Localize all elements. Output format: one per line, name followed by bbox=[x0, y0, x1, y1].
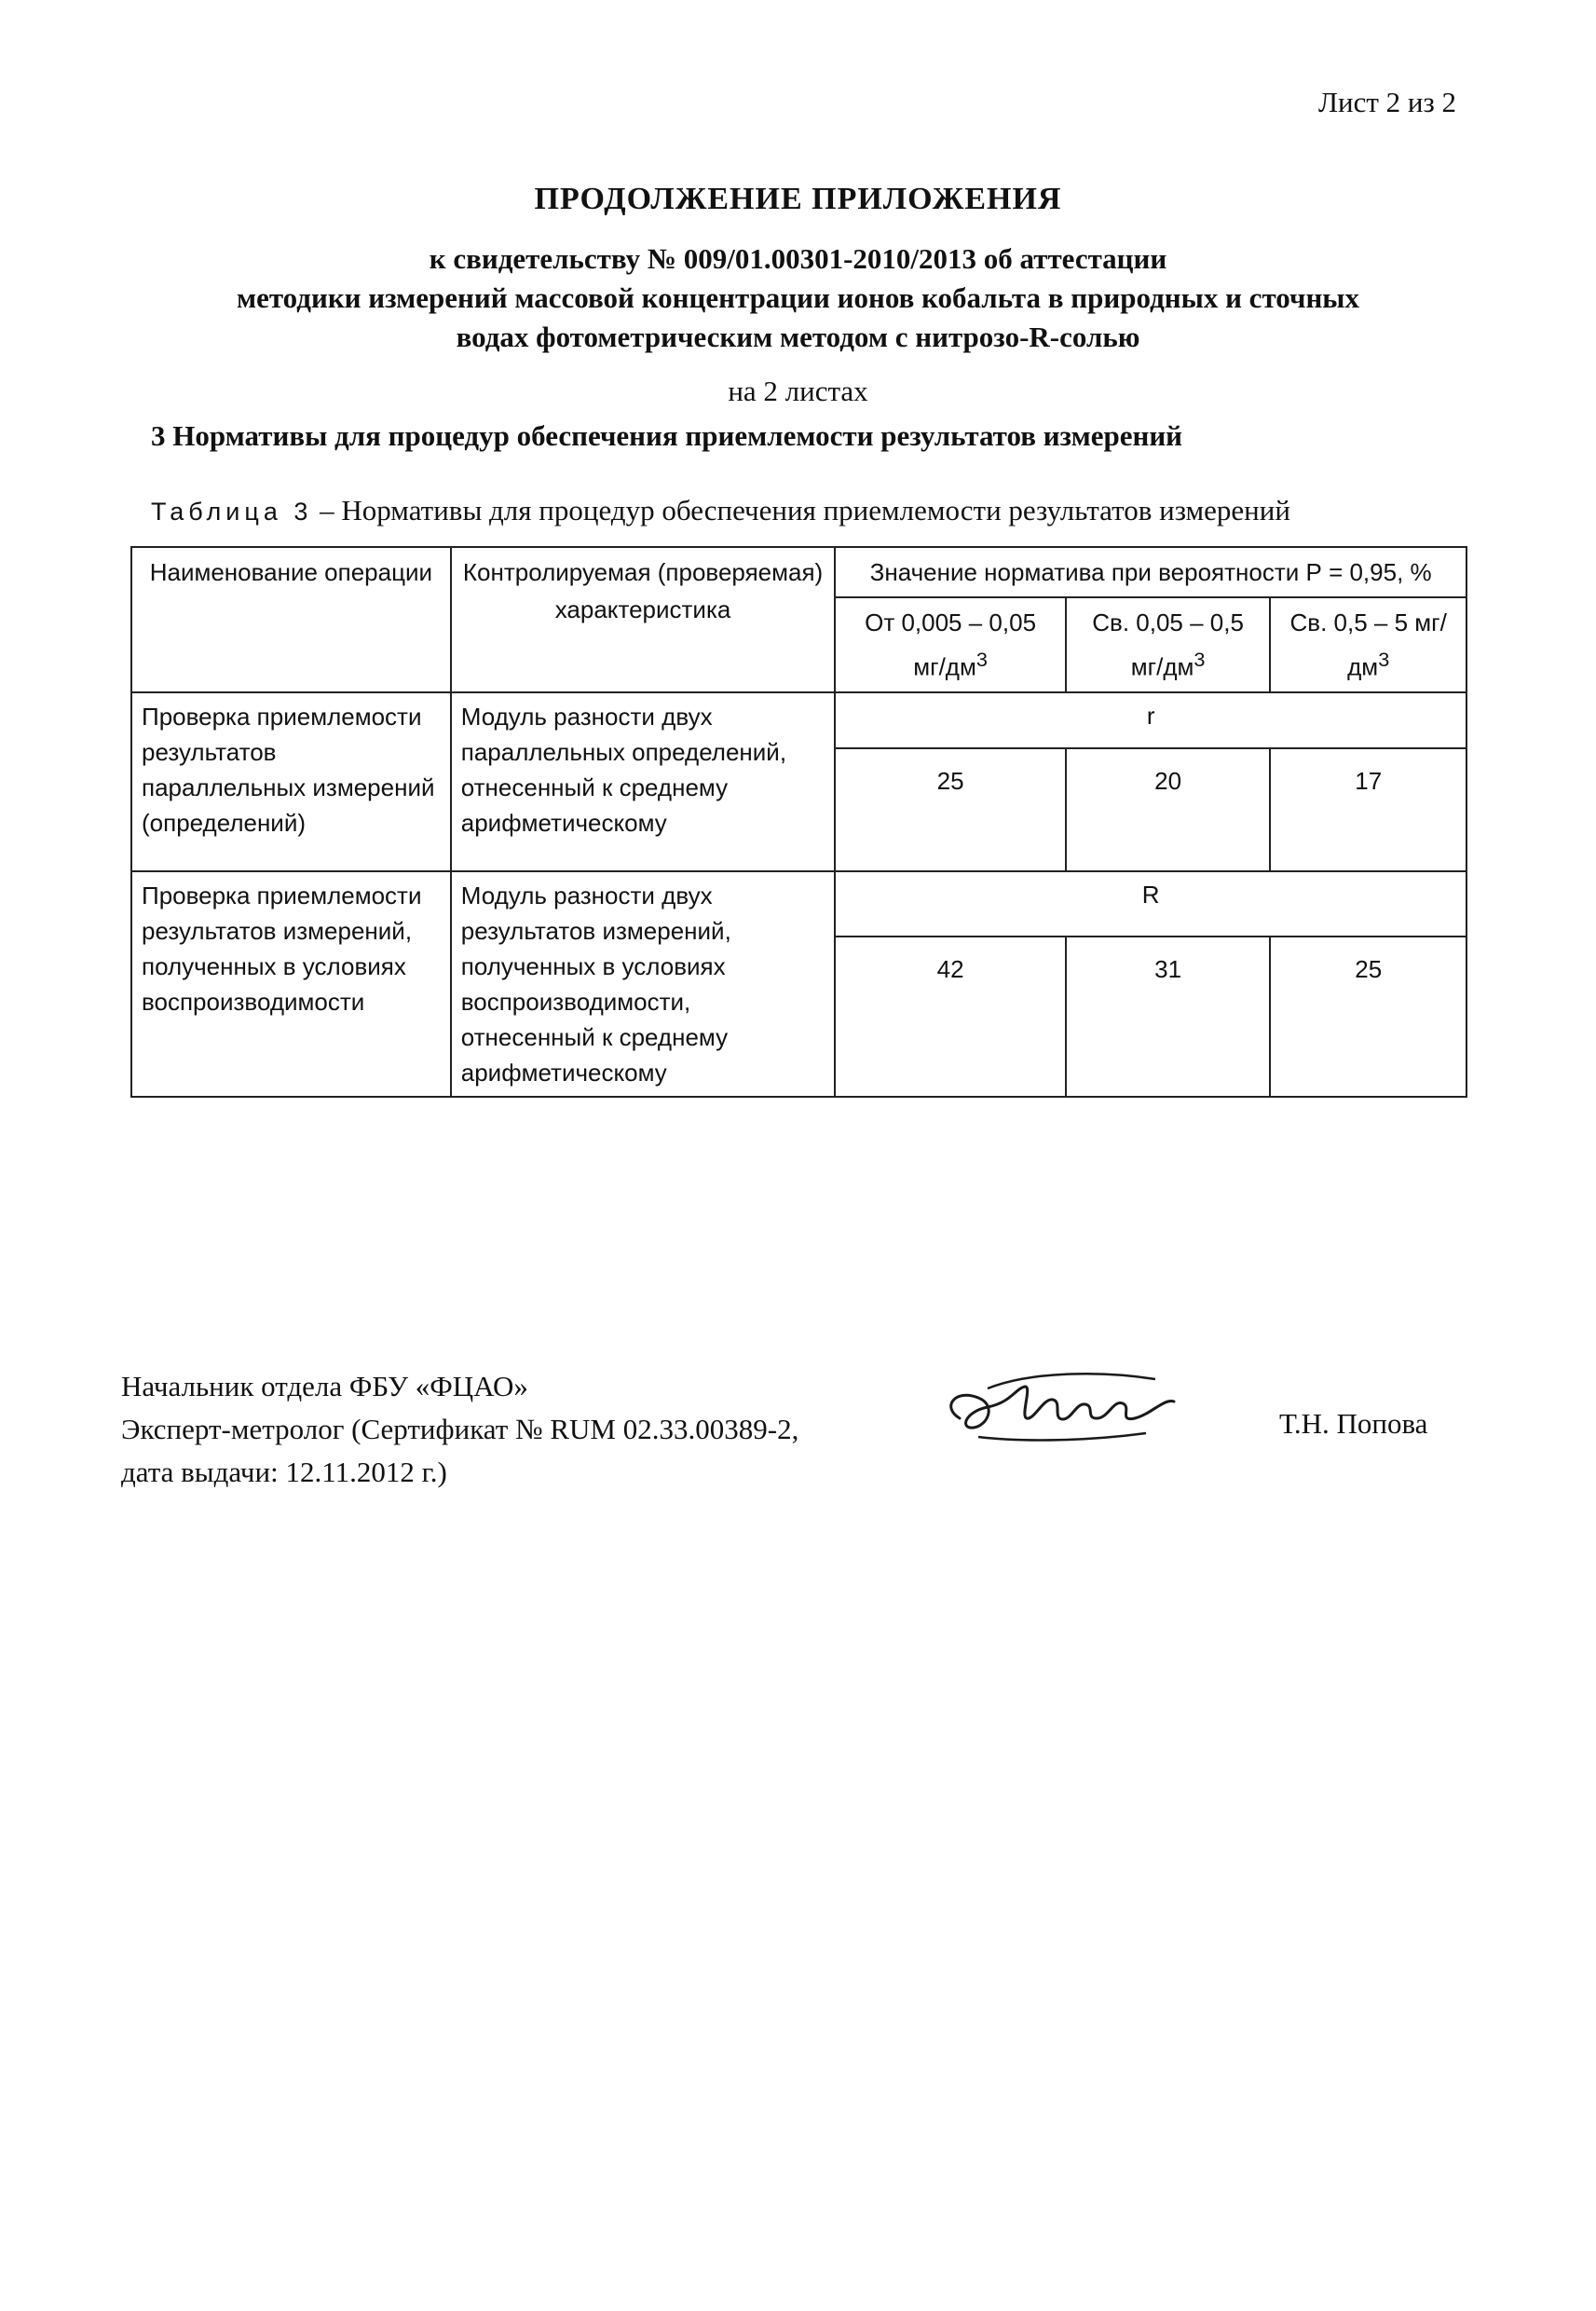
row-2-value-2: 31 bbox=[1066, 937, 1271, 1097]
table-row bbox=[131, 692, 1466, 748]
row-2-value-3: 25 bbox=[1270, 937, 1466, 1097]
header-range-3 bbox=[1270, 597, 1466, 692]
row-1-characteristic: Модуль разности двух параллельных определений, отнесенный к среднему арифметическому bbox=[451, 692, 836, 871]
header-range-3-text: Св. 0,5 – 5 мг/дм bbox=[1289, 609, 1447, 681]
norms-table bbox=[130, 546, 1467, 1098]
header-value: Значение норматива при вероятности Р = 0,95, % bbox=[835, 547, 1466, 597]
row-1-value-1: 25 bbox=[835, 748, 1066, 871]
header-characteristic: Контролируемая (проверяемая) характеристика bbox=[451, 547, 836, 692]
table-caption-text: – Нормативы для процедур обеспечения приемлемости результатов измерений bbox=[312, 494, 1290, 526]
signer-position-line: Начальник отдела ФБУ «ФЦАО» bbox=[121, 1370, 528, 1402]
header-range-1-text: От 0,005 – 0,05 мг/дм bbox=[865, 609, 1037, 681]
handwritten-signature-icon bbox=[922, 1361, 1202, 1463]
signature-block bbox=[121, 1365, 798, 1494]
row-2-operation: Проверка приемлемости результатов измерений, полученных в условиях воспроизводимости bbox=[131, 871, 451, 1097]
row-1-operation: Проверка приемлемости результатов параллельных измерений (определений) bbox=[131, 692, 451, 871]
row-1-value-3: 17 bbox=[1270, 748, 1466, 871]
row-2-characteristic: Модуль разности двух результатов измерений, полученных в условиях воспроизводимости, отнесенный к среднему арифметическому bbox=[451, 871, 836, 1097]
signer-name: Т.Н. Попова bbox=[1279, 1407, 1428, 1440]
row-1-symbol: r bbox=[835, 692, 1466, 748]
row-1-value-2: 20 bbox=[1066, 748, 1271, 871]
sheets-count-line: на 2 листах bbox=[728, 375, 868, 407]
header-range-1 bbox=[835, 597, 1066, 692]
method-line-1: методики измерений массовой концентрации ионов кобальта в природных и сточных bbox=[236, 281, 1360, 314]
table-row bbox=[131, 871, 1466, 937]
certificate-line: к свидетельству № 009/01.00301-2010/2013 об аттестации bbox=[429, 242, 1167, 275]
header-block bbox=[140, 182, 1456, 411]
signer-certificate-line: Эксперт-метролог (Сертификат № RUM 02.33.00389-2, bbox=[121, 1413, 799, 1445]
document-title: ПРОДОЛЖЕНИЕ ПРИЛОЖЕНИЯ bbox=[534, 182, 1062, 216]
header-operation: Наименование операции bbox=[131, 547, 451, 692]
header-range-3-sup: 3 bbox=[1378, 648, 1390, 671]
header-range-2-sup: 3 bbox=[1194, 648, 1206, 671]
method-line-2: водах фотометрическим методом с нитрозо-R-солью bbox=[456, 321, 1140, 353]
row-2-value-1: 42 bbox=[835, 937, 1066, 1097]
table-caption bbox=[151, 494, 1290, 527]
row-2-symbol: R bbox=[835, 871, 1466, 937]
section-title: 3 Нормативы для процедур обеспечения приемлемости результатов измерений bbox=[151, 419, 1183, 452]
signer-certificate-date-line: дата выдачи: 12.11.2012 г.) bbox=[121, 1456, 447, 1488]
table-caption-label: Таблица 3 bbox=[151, 498, 313, 526]
header-range-2 bbox=[1066, 597, 1271, 692]
sheet-number: Лист 2 из 2 bbox=[1317, 86, 1456, 118]
header-range-1-sup: 3 bbox=[975, 648, 988, 671]
header-range-2-text: Св. 0,05 – 0,5 мг/дм bbox=[1092, 609, 1244, 681]
table-header-row bbox=[131, 547, 1466, 597]
